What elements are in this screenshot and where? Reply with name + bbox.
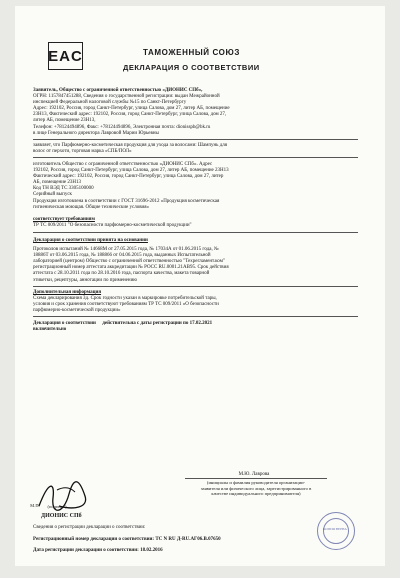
declares-block: заявляет, что Парфюмерно-косметическая продукция для ухода за волосами: Шампунь для волос от перхоти, торговая марка «СПБ/ПОЛ» xyxy=(33,143,228,155)
registration-date: Дата регистрации декларации о соответствии: 18.02.2016 xyxy=(33,548,163,553)
seal-text: КОПИЯ ВЕРНА xyxy=(323,527,347,531)
divider xyxy=(33,139,358,140)
requirements-block: соответствует требованиям ТР ТС 009/2011 "О безопасности парфюмерно-косметической продукции" xyxy=(33,217,192,229)
manufacturer-block: изготовитель Общество с ограниченной ответственностью «ДИОНИС СПб». Адрес 192102, Россия, город Санкт-Петербург, улица Салова, дом 27, литер АБ, помещение 23Н13 Фактический адрес: 192102, Россия, город Санкт-Петербург, улица Салова, дом 27, литер АБ, помещение 23Н13 Код ТН ВЭД ТС 3305100000 Серийный выпуск Продукция изготовлена в соответствии с ГОСТ 31696-2012 «Продукция косметическая гигиеническая моющая. Общие технические условия» xyxy=(33,162,229,210)
signatory-name: М.Ю. Лаврова xyxy=(238,472,270,477)
extra-info-block: Дополнительная информация Схема декларирования 3д. Срок годности указан в маркировке потребительской тары, условия и срок хранения соответствуют требованиям ТР ТС 009/2011 «О безопасности парфюмерно-косметической продукции» xyxy=(33,290,219,314)
divider xyxy=(185,478,327,479)
divider xyxy=(33,286,358,287)
signatory-role: (инициалы и фамилия руководителя организации- заявителя или физического лица, зарегистрированного в качестве индивидуального предпринимателя) xyxy=(200,480,312,497)
union-title: ТАМОЖЕННЫЙ СОЮЗ xyxy=(143,48,240,57)
registration-info-label: Сведения о регистрации декларации о соответствии: xyxy=(33,525,146,530)
eac-logo: EAC xyxy=(48,42,83,70)
signature-caption: (подпись) xyxy=(47,504,67,509)
validity-block: Декларация о соответствии действительна с даты регистрации по 17.02.2021 включительно xyxy=(33,321,213,333)
divider xyxy=(33,232,358,233)
basis-block: Декларация о соответствии принята на основании Протоколов испытаний № 14668М от 27.05.2015 года, № 17034А от 01.06.2015 года, № 18886Т от 03.06.2015 года, № 188866 от 04.06.2015 года, выданных Испытательной лабораторией (центром) Общество с ограниченной ответственностью "Техрегламент.ком" регистрационный номер аттестата аккредитации № РОСС RU.0001.21АВ95. Срок действия аттестата с 28.10.2011 года по 28.10.2016 года, паспорта качества, макета товарной этикетки, рецептуры, аннотации по применению xyxy=(33,238,229,283)
stamp-mp: М.П. xyxy=(30,503,40,508)
divider xyxy=(33,316,358,317)
stamp-text: ДИОНИС СПб xyxy=(41,513,82,519)
divider xyxy=(33,157,358,158)
document-title: ДЕКЛАРАЦИЯ О СООТВЕТСТВИИ xyxy=(123,63,260,72)
applicant-block: Заявитель, Общество с ограниченной ответственностью «ДИОНИС СПб», ОГРН: 1157847451288, Сведения о государственной регистрации: выдан Межрайонной инспекцией Федеральной налоговой службы №15 по Санкт-Петербургу Адрес: 192102, Россия, город Санкт-Петербург, улица Салова, дом 27, литер АБ, помещение 23Н13, Фактический адрес: 192102, Россия, город Санкт-Петербург, улица Салова, дом 27, литер АБ, помещение 23Н13, Телефон: +78124494896, Факс: +78124494896, Электронная почта: dionisspb@bk.ru в лице Генерального директора Лавровой Марии Юрьевны xyxy=(33,88,230,136)
declaration-page xyxy=(15,6,385,566)
registration-number: Регистрационный номер декларации о соответствии: ТС N RU Д-RU.АГ06.В.07650 xyxy=(33,537,221,542)
